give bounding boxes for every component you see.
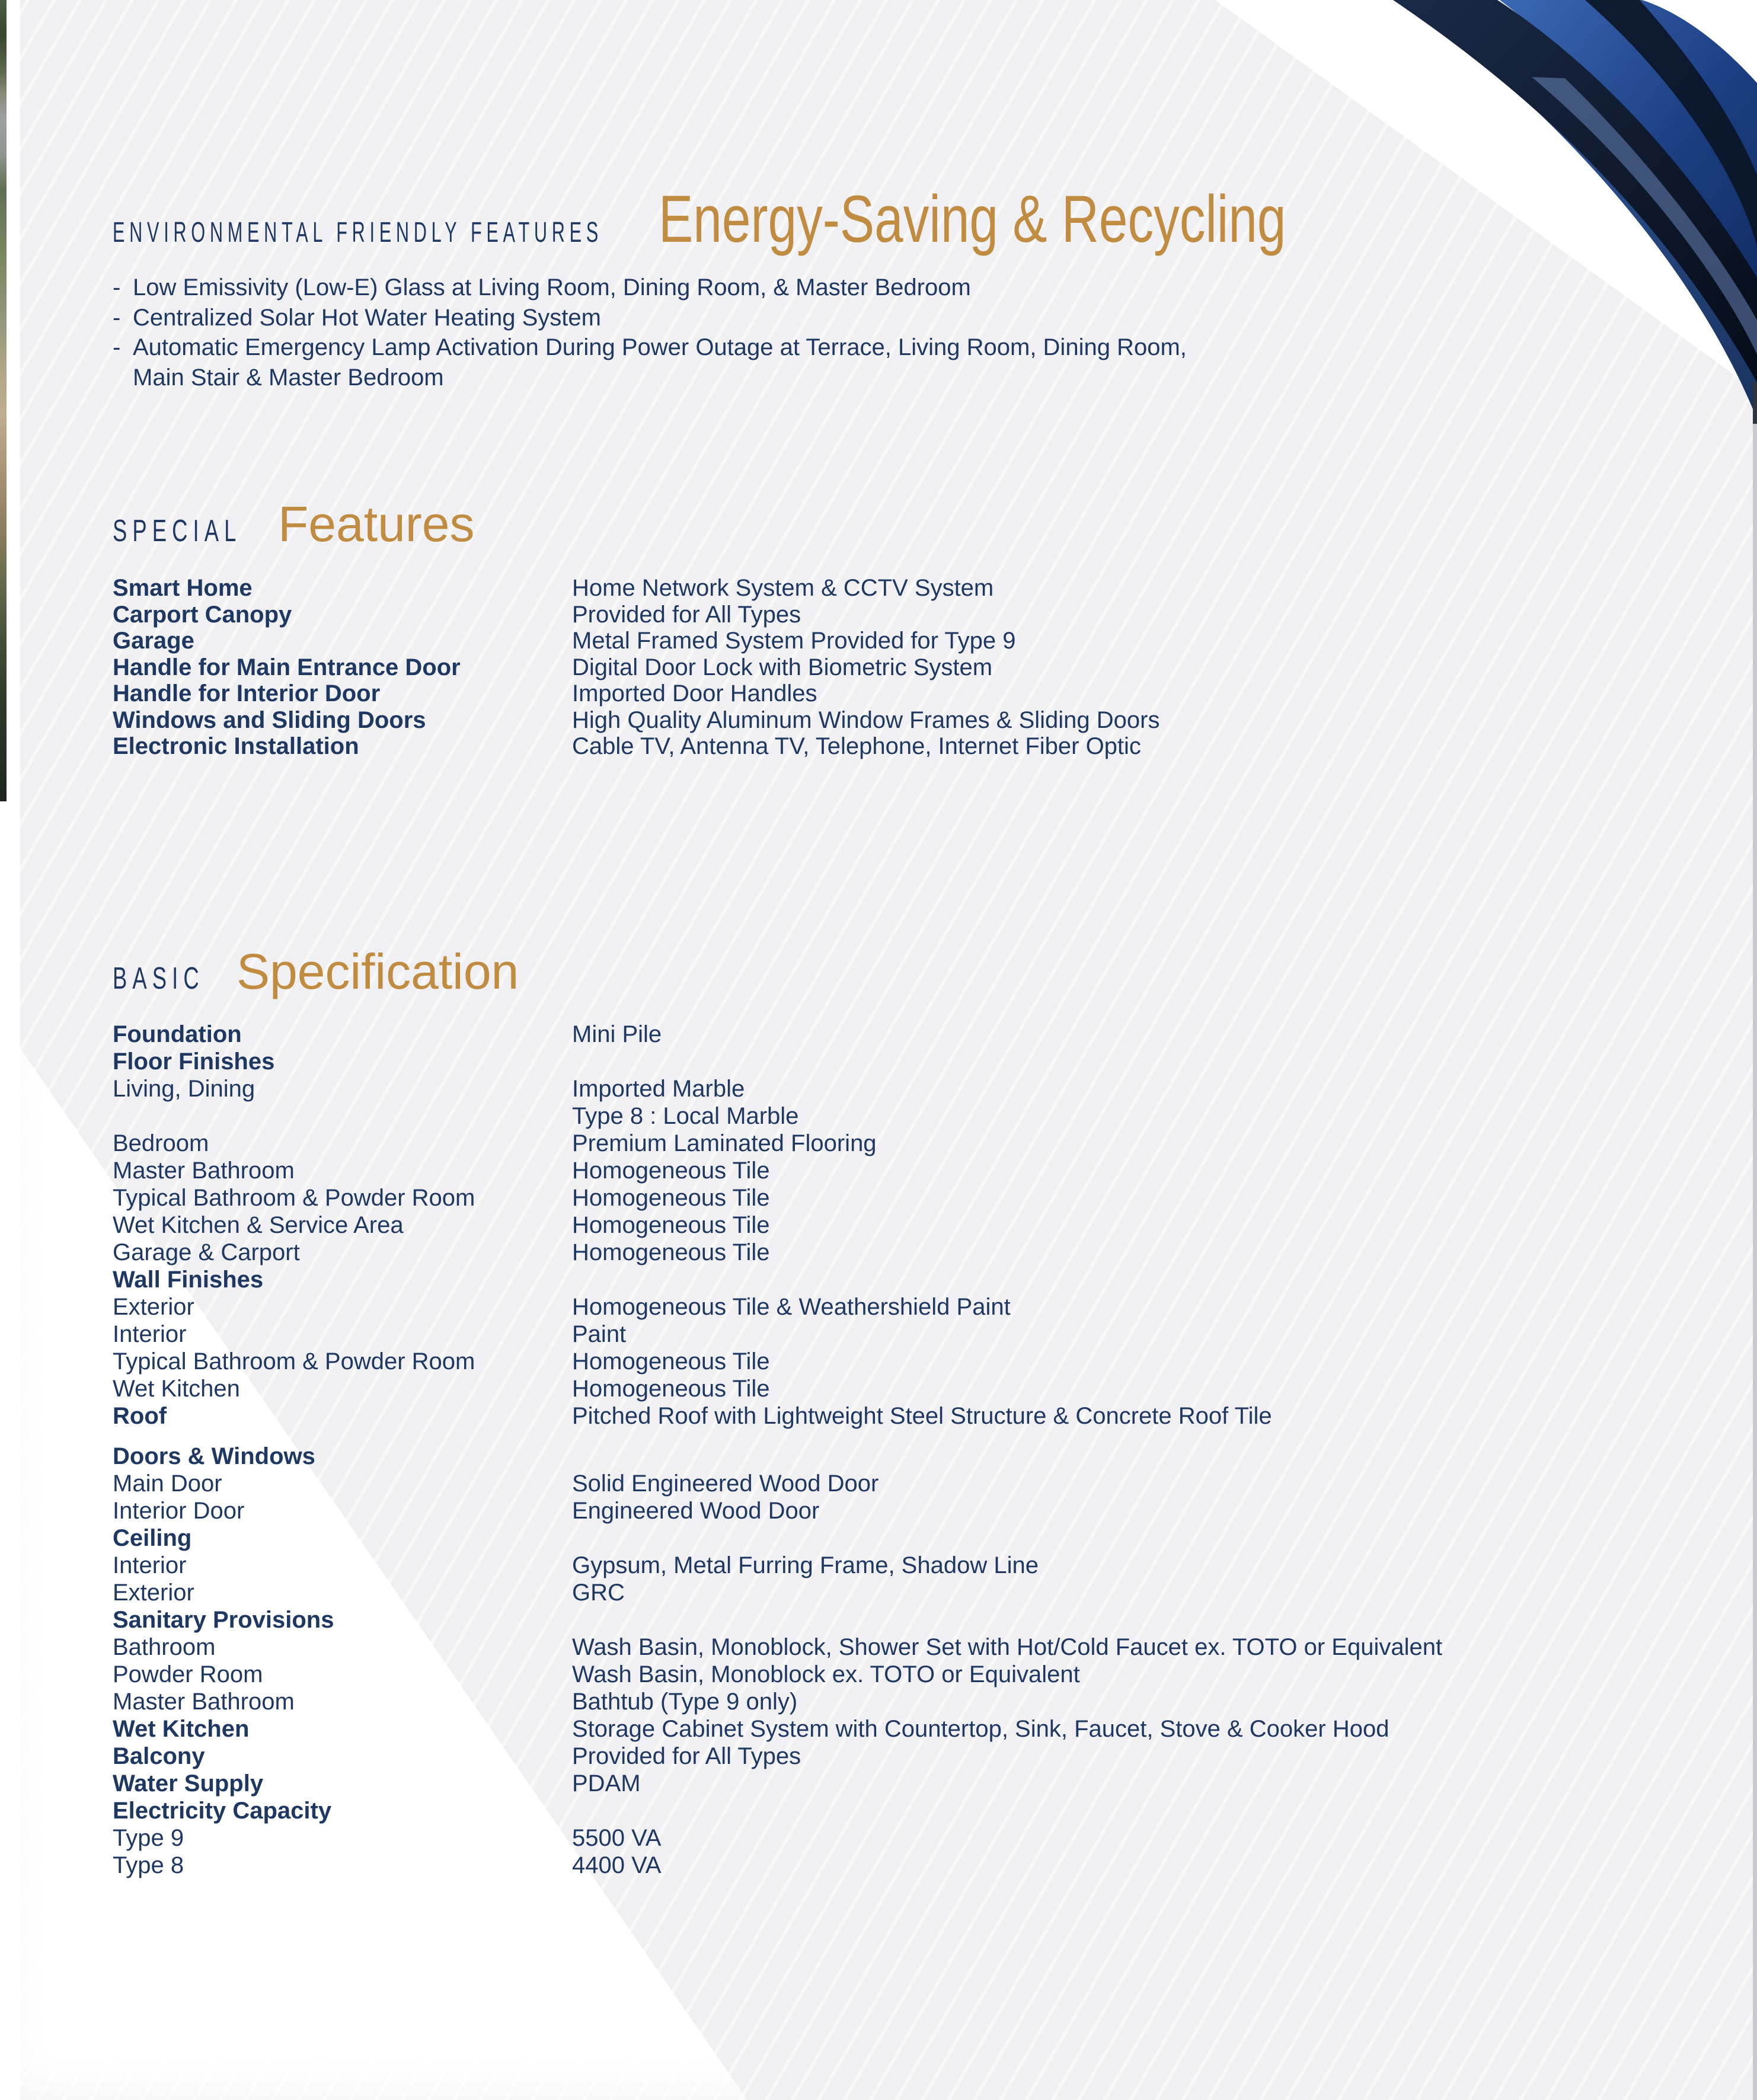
spec-row xyxy=(113,1048,1721,1075)
bullet-item xyxy=(113,333,1187,363)
spec-label: Balcony xyxy=(113,1743,205,1769)
spec-label: Type 8 xyxy=(113,1852,184,1878)
spec-row xyxy=(113,1797,1721,1824)
spec-label: Wet Kitchen xyxy=(113,1716,250,1742)
spec-label: Wet Kitchen xyxy=(113,1376,240,1402)
spec-value: Mini Pile xyxy=(572,1021,662,1047)
spec-value xyxy=(572,1606,1721,1634)
spec-value: Imported Marble xyxy=(572,1076,745,1102)
spec-row xyxy=(113,1102,1721,1130)
section-gap xyxy=(113,1430,1721,1443)
bullet-item-continuation xyxy=(113,363,1187,393)
spec-label: Type 9 xyxy=(113,1825,184,1851)
spec-label: Interior xyxy=(113,1321,187,1347)
spec-label: Sanitary Provisions xyxy=(113,1607,334,1633)
spec-value: 5500 VA xyxy=(572,1825,662,1851)
spec-row xyxy=(113,1021,1721,1048)
spec-label: Interior xyxy=(113,1552,187,1578)
spec-value: Provided for All Types xyxy=(572,1743,801,1769)
env-bullet-list xyxy=(113,273,1187,392)
special-section-title: Features xyxy=(278,496,475,552)
spec-value: Pitched Roof with Lightweight Steel Structure & Concrete Roof Tile xyxy=(572,1403,1272,1429)
spec-value: Type 8 : Local Marble xyxy=(572,1103,799,1129)
spec-label: Living, Dining xyxy=(113,1076,255,1102)
special-features-list xyxy=(113,575,1721,760)
spec-row xyxy=(113,1552,1721,1579)
spec-row xyxy=(113,1743,1721,1770)
special-section-header xyxy=(113,496,475,552)
spec-label: Main Door xyxy=(113,1471,222,1497)
spec-label: Roof xyxy=(113,1403,167,1429)
feature-value: Provided for All Types xyxy=(572,601,801,628)
feature-value: Imported Door Handles xyxy=(572,680,817,707)
spec-value: Homogeneous Tile & Weathershield Paint xyxy=(572,1294,1011,1320)
feature-value: Metal Framed System Provided for Type 9 xyxy=(572,628,1016,654)
spec-value: Bathtub (Type 9 only) xyxy=(572,1689,798,1715)
spec-row xyxy=(113,1402,1721,1430)
bullet-dash: - xyxy=(113,334,121,360)
spec-label: Wet Kitchen & Service Area xyxy=(113,1212,404,1238)
spec-value xyxy=(572,1797,1721,1824)
feature-value: Digital Door Lock with Biometric System xyxy=(572,654,993,680)
env-section-header xyxy=(113,182,1463,256)
spec-value: Homogeneous Tile xyxy=(572,1185,770,1211)
spec-row xyxy=(113,1634,1721,1661)
bullet-text: Main Stair & Master Bedroom xyxy=(133,364,444,391)
spec-row xyxy=(113,1770,1721,1797)
spec-value: Storage Cabinet System with Countertop, Sink, Faucet, Stove & Cooker Hood xyxy=(572,1716,1389,1742)
feature-label: Smart Home xyxy=(113,575,253,601)
spec-value: Homogeneous Tile xyxy=(572,1239,770,1265)
spec-value: GRC xyxy=(572,1580,625,1606)
spec-row xyxy=(113,1212,1721,1239)
feature-row xyxy=(113,707,1721,734)
feature-value: High Quality Aluminum Window Frames & Sliding Doors xyxy=(572,707,1160,733)
spec-row xyxy=(113,1157,1721,1184)
spec-row xyxy=(113,1606,1721,1634)
basic-section-header xyxy=(113,944,519,999)
spec-value: Wash Basin, Monoblock, Shower Set with Hot/Cold Faucet ex. TOTO or Equivalent xyxy=(572,1634,1443,1660)
feature-row xyxy=(113,602,1721,628)
spec-value: 4400 VA xyxy=(572,1852,662,1878)
spec-row xyxy=(113,1661,1721,1688)
spec-row xyxy=(113,1348,1721,1375)
spec-label: Bedroom xyxy=(113,1130,209,1156)
feature-label: Handle for Main Entrance Door xyxy=(113,654,461,680)
spec-row xyxy=(113,1239,1721,1266)
feature-label: Carport Canopy xyxy=(113,601,292,628)
bullet-text: Low Emissivity (Low-E) Glass at Living Room, Dining Room, & Master Bedroom xyxy=(133,274,971,301)
spec-label: Ceiling xyxy=(113,1525,192,1551)
spec-row xyxy=(113,1579,1721,1606)
env-section-title: Energy-Saving & Recycling xyxy=(659,182,1286,256)
spec-value: Homogeneous Tile xyxy=(572,1376,770,1402)
spec-value: Homogeneous Tile xyxy=(572,1348,770,1375)
feature-label: Electronic Installation xyxy=(113,733,359,759)
spec-row xyxy=(113,1375,1721,1402)
spec-value: Homogeneous Tile xyxy=(572,1158,770,1184)
spec-label: Typical Bathroom & Powder Room xyxy=(113,1185,475,1211)
spec-label: Exterior xyxy=(113,1580,194,1606)
spec-row xyxy=(113,1852,1721,1879)
feature-row xyxy=(113,654,1721,681)
spec-value xyxy=(572,1443,1721,1470)
spec-label: Floor Finishes xyxy=(113,1049,275,1075)
spec-value xyxy=(572,1048,1721,1075)
spec-row xyxy=(113,1184,1721,1212)
spec-label: Water Supply xyxy=(113,1770,264,1797)
spec-row xyxy=(113,1715,1721,1743)
spec-label: Doors & Windows xyxy=(113,1443,315,1469)
left-page-photo-edge xyxy=(0,0,7,801)
basic-section-title: Specification xyxy=(237,944,519,999)
spec-label: Powder Room xyxy=(113,1661,263,1687)
spec-row xyxy=(113,1266,1721,1293)
spec-value: Gypsum, Metal Furring Frame, Shadow Line xyxy=(572,1552,1039,1578)
spec-row xyxy=(113,1497,1721,1524)
env-section-label: ENVIRONMENTAL FRIENDLY FEATURES xyxy=(113,217,603,248)
spec-label: Exterior xyxy=(113,1294,194,1320)
spec-row xyxy=(113,1130,1721,1157)
spec-row xyxy=(113,1824,1721,1852)
spec-label: Master Bathroom xyxy=(113,1158,295,1184)
spec-label: Garage & Carport xyxy=(113,1239,300,1265)
spec-value: Solid Engineered Wood Door xyxy=(572,1471,879,1497)
bullet-dash: - xyxy=(113,304,121,331)
spec-label: Wall Finishes xyxy=(113,1267,264,1293)
spec-row xyxy=(113,1524,1721,1552)
spec-label xyxy=(113,1102,572,1130)
spec-row xyxy=(113,1443,1721,1470)
spec-row xyxy=(113,1688,1721,1715)
spec-value: Wash Basin, Monoblock ex. TOTO or Equivalent xyxy=(572,1661,1080,1687)
spec-row xyxy=(113,1075,1721,1102)
right-page-edge-strip xyxy=(1753,382,1757,2100)
spec-value: Engineered Wood Door xyxy=(572,1498,820,1524)
basic-specification-list xyxy=(113,1021,1721,1879)
right-edge-dark-cap xyxy=(1753,382,1757,424)
feature-label: Windows and Sliding Doors xyxy=(113,707,426,733)
feature-label: Garage xyxy=(113,628,194,654)
spec-label: Typical Bathroom & Powder Room xyxy=(113,1348,475,1375)
spec-label: Interior Door xyxy=(113,1498,245,1524)
feature-label: Handle for Interior Door xyxy=(113,680,381,707)
spec-value xyxy=(572,1524,1721,1552)
basic-section-label: BASIC xyxy=(113,961,205,996)
feature-row xyxy=(113,575,1721,602)
feature-value: Cable TV, Antenna TV, Telephone, Internet Fiber Optic xyxy=(572,733,1141,759)
spec-value xyxy=(572,1266,1721,1293)
spec-label: Master Bathroom xyxy=(113,1689,295,1715)
bullet-text: Centralized Solar Hot Water Heating System xyxy=(133,304,601,331)
spec-row xyxy=(113,1321,1721,1348)
feature-value: Home Network System & CCTV System xyxy=(572,575,994,601)
spec-value: PDAM xyxy=(572,1770,641,1797)
bullet-item xyxy=(113,303,1187,333)
spec-label: Electricity Capacity xyxy=(113,1798,332,1824)
spec-value: Paint xyxy=(572,1321,627,1347)
bullet-dash: - xyxy=(113,274,121,301)
feature-row xyxy=(113,628,1721,654)
feature-row xyxy=(113,680,1721,707)
spec-row xyxy=(113,1470,1721,1497)
spec-value: Premium Laminated Flooring xyxy=(572,1130,877,1156)
spec-label: Foundation xyxy=(113,1021,242,1047)
spec-label: Bathroom xyxy=(113,1634,216,1660)
special-section-label: SPECIAL xyxy=(113,514,242,548)
spec-value: Homogeneous Tile xyxy=(572,1212,770,1238)
bullet-text: Automatic Emergency Lamp Activation During Power Outage at Terrace, Living Room, Dining Room, xyxy=(133,334,1187,360)
feature-row xyxy=(113,733,1721,760)
spec-row xyxy=(113,1293,1721,1321)
bullet-item xyxy=(113,273,1187,303)
